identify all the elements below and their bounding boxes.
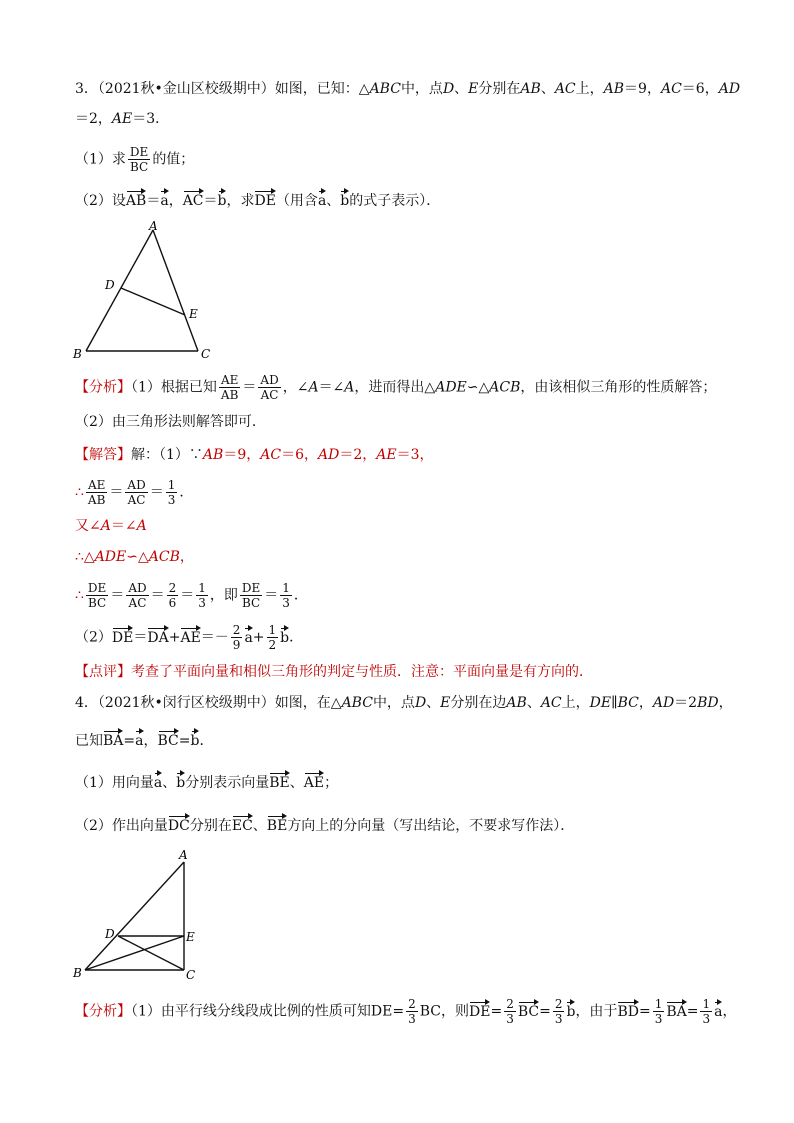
q3-header: 3．（2021秋•金山区校级期中）如图，已知：△ABC中，点D、E分别在AB、AC上，AB＝9，AC＝6，AD xyxy=(75,81,741,97)
q3-header-line2: ＝2，AE＝3． xyxy=(75,111,170,127)
segment-ac xyxy=(153,230,198,351)
label-d: D xyxy=(105,278,115,292)
q3-solution-part2: （2）DE＝DA+AE＝－ $\frac{2}{9}$ a+ $\frac{1}{2}$ b． xyxy=(75,623,304,652)
q4-given: 已知BA=a，BC=b． xyxy=(75,728,754,751)
q4-part2: （2）作出向量DC分别在EC、BE方向上的分向量（写出结论，不要求写作法）． xyxy=(75,813,754,836)
q3-part2: （2）设AB＝a，AC＝b，求DE（用含a、b的式子表示）． xyxy=(75,188,754,211)
label-e: E xyxy=(189,307,198,321)
label-b: B xyxy=(73,347,82,361)
fraction-de-bc: $\frac{DE}{BC}$ xyxy=(129,145,149,174)
segment-ab xyxy=(85,862,184,970)
q3-analysis-2: （2）由三角形法则解答即可． xyxy=(75,414,266,430)
q3-part1: （1）求 $\frac{DE}{BC}$ 的值； xyxy=(75,145,195,174)
q3-triangle-figure xyxy=(65,218,225,368)
label-e: E xyxy=(186,930,195,944)
label-d: D xyxy=(105,927,115,941)
segment-ab xyxy=(86,230,153,351)
q3-solution-similar: ∴△ADE∽△ACB， xyxy=(75,549,194,565)
label-a: A xyxy=(179,848,188,862)
q4-triangle-figure xyxy=(65,845,215,985)
q3-analysis-1: 【分析】（1）根据已知 $\frac{AE}{AB}$ ＝ $\frac{AD}{AC}$ ，∠A＝∠A，进而得出△ADE∽△ACB，由该相似三角形的性质解答； xyxy=(75,373,717,402)
q4-analysis-1: 【分析】（1）由平行线分线段成比例的性质可知DE= $\frac{2}{3}$ BC，则DE= $\frac{2}{3}$ BC= $\frac{2}{3}$ b，由于BD= $\frac{1}{3}$ BA= $\frac{1}{3}$ a， xyxy=(75,997,737,1026)
label-a: A xyxy=(149,219,158,233)
label-c: C xyxy=(186,968,196,982)
q3-comment: 【点评】考查了平面向量和相似三角形的判定与性质．注意：平面向量是有方向的． xyxy=(75,664,593,680)
label-b: B xyxy=(73,966,82,980)
q3-solution-ratio: ∴ $\frac{AE}{AB}$ ＝ $\frac{AD}{AC}$ ＝ $\frac{1}{3}$ ． xyxy=(75,478,194,507)
q3-solution-angle: 又∠A＝∠A xyxy=(75,518,147,534)
segment-dc xyxy=(118,936,184,970)
label-c: C xyxy=(201,347,211,361)
q4-part1: （1）用向量a、b分别表示向量BE、AE； xyxy=(75,770,754,793)
q3-solution-1: 【解答】解：（1）∵AB＝9，AC＝6，AD＝2，AE＝3， xyxy=(75,447,434,463)
q3-solution-result1: ∴ $\frac{DE}{BC}$ ＝ $\frac{AD}{AC}$ ＝ $\frac{2}{6}$ ＝ $\frac{1}{3}$ ，即 $\frac{DE}{BC}$ ＝ $\frac{1}{3}$ ． xyxy=(75,581,308,610)
q4-header: 4．（2021秋•闵行区校级期中）如图，在△ABC中，点D、E分别在边AB、AC上，DE∥BC，AD＝2BD， xyxy=(75,695,733,711)
